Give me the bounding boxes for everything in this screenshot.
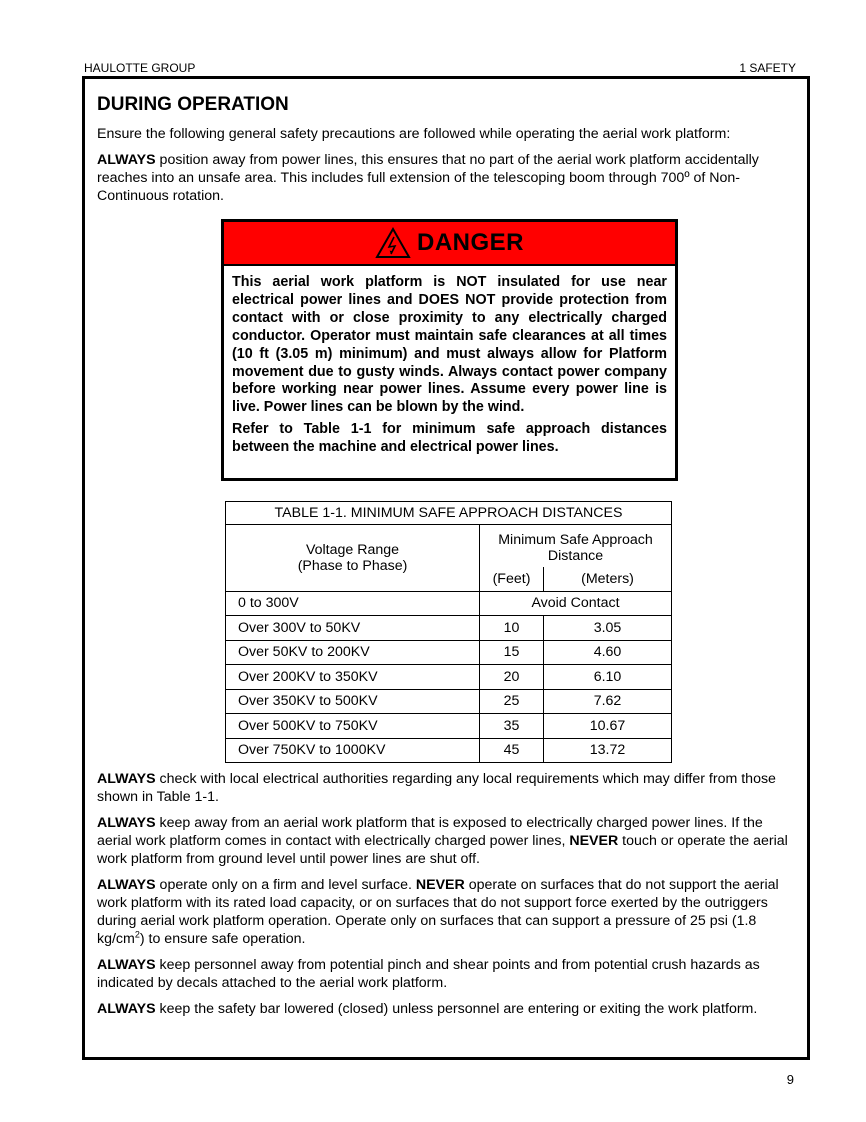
local-authorities-paragraph	[97, 770, 799, 806]
voltage-range-header	[226, 525, 480, 592]
always-keyword: ALWAYS	[97, 1001, 156, 1017]
phase-label: (Phase to Phase)	[297, 557, 408, 574]
page-title: DURING OPERATION	[97, 94, 289, 115]
danger-body	[224, 266, 675, 457]
meters-cell: 3.05	[544, 616, 672, 641]
danger-label: DANGER	[416, 229, 524, 256]
always-keyword: ALWAYS	[97, 957, 156, 973]
voltage-range-label: Voltage Range	[305, 541, 400, 558]
table-row	[226, 665, 672, 690]
paragraph-text: check with local electrical authorities regarding any local requirements which may differ from those shown in Table 1-1.	[97, 771, 776, 805]
table-header-row	[226, 525, 672, 568]
pinch-points-paragraph	[97, 956, 799, 992]
paragraph-text: keep away from an aerial work platform that is exposed to electrically charged power lines. If the aerial work platform comes in contact with electrically charged power lines,	[97, 815, 763, 849]
voltage-range-cell: 0 to 300V	[226, 591, 480, 616]
intro-paragraph: Ensure the following general safety precautions are followed while operating the aerial work platform:	[97, 126, 731, 142]
feet-cell: 20	[480, 665, 544, 690]
table-row	[226, 616, 672, 641]
voltage-range-cell: Over 50KV to 200KV	[226, 640, 480, 665]
header-section: 1 SAFETY	[739, 61, 796, 75]
always-keyword: ALWAYS	[97, 815, 156, 831]
page-number: 9	[786, 1072, 794, 1087]
feet-header: (Feet)	[480, 567, 544, 591]
danger-header	[224, 222, 675, 266]
feet-cell: 10	[480, 616, 544, 641]
never-keyword: NEVER	[415, 877, 465, 893]
paragraph-text: keep personnel away from potential pinch and shear points and from potential crush hazards as indicated by decals attached to the aerial work platform.	[97, 957, 760, 991]
feet-cell: 45	[480, 738, 544, 763]
safety-bar-paragraph	[97, 1000, 799, 1018]
paragraph-text: operate only on a firm and level surface.	[155, 877, 416, 893]
always-keyword: ALWAYS	[97, 771, 156, 787]
meters-header: (Meters)	[544, 567, 672, 591]
feet-cell: 25	[480, 689, 544, 714]
voltage-range-cell: Over 200KV to 350KV	[226, 665, 480, 690]
paragraph-text: position away from power lines, this ensures that no part of the aerial work platform accidentally reaches into an unsafe area. This includes full extension of the telescoping boom through 700º of Non-Continuous rotation.	[97, 152, 759, 204]
voltage-range-cell: Over 750KV to 1000KV	[226, 738, 480, 763]
paragraph-text: ) to ensure safe operation.	[139, 931, 306, 947]
table-row	[226, 738, 672, 763]
paragraph-text: operate on surfaces that do not support the aerial work platform with its rated load capacity, or on surfaces that do not support force exerted by the outriggers during aerial work platform operation. Operate only on surfaces that can support a pressure of 25 psi (1.8 kg/cm	[97, 877, 779, 947]
firm-surface-paragraph	[97, 876, 799, 948]
table-row	[226, 591, 672, 616]
voltage-range-cell: Over 300V to 50KV	[226, 616, 480, 641]
feet-cell: 15	[480, 640, 544, 665]
feet-cell: 35	[480, 714, 544, 739]
always-keyword: ALWAYS	[97, 877, 156, 893]
meters-cell: 13.72	[544, 738, 672, 763]
electrical-hazard-icon	[375, 227, 411, 259]
header-company: HAULOTTE GROUP	[84, 61, 196, 75]
superscript: 2	[134, 929, 140, 940]
meters-cell: 4.60	[544, 640, 672, 665]
voltage-range-cell: Over 500KV to 750KV	[226, 714, 480, 739]
content-column	[97, 79, 799, 205]
page-frame	[82, 76, 810, 1060]
meters-cell: 6.10	[544, 665, 672, 690]
lower-content	[97, 770, 799, 1018]
distance-cell: Avoid Contact	[480, 591, 672, 616]
table-caption-row	[226, 502, 672, 525]
danger-box	[221, 219, 678, 481]
table-caption: TABLE 1-1. MINIMUM SAFE APPROACH DISTANCES	[226, 502, 672, 525]
safe-approach-table	[225, 501, 672, 763]
table-row	[226, 689, 672, 714]
table-row	[226, 640, 672, 665]
never-keyword: NEVER	[569, 833, 619, 849]
meters-cell: 10.67	[544, 714, 672, 739]
danger-warning-text: This aerial work platform is NOT insulated for use near electrical power lines and DOES NOT provide protection from contact with or close proximity to any electrically charged conductor. Operator must maintain safe clearances at all times (10 ft (3.05 m) minimum) and must always allow for Platform movement due to gusty winds. Always contact power company before working near power lines. Assume every power line is live. Power lines can be blown by the wind.	[232, 274, 667, 416]
danger-refer-text: Refer to Table 1-1 for minimum safe approach distances between the machine and electrical power lines.	[232, 421, 667, 456]
table-row	[226, 714, 672, 739]
meters-cell: 7.62	[544, 689, 672, 714]
power-lines-paragraph	[97, 151, 799, 205]
distance-header: Minimum Safe Approach Distance	[480, 525, 672, 568]
charged-lines-paragraph	[97, 814, 799, 868]
always-keyword: ALWAYS	[97, 152, 156, 168]
paragraph-text: touch or operate the aerial work platform from ground level until power lines are shut off.	[97, 833, 788, 867]
voltage-range-cell: Over 350KV to 500KV	[226, 689, 480, 714]
paragraph-text: keep the safety bar lowered (closed) unless personnel are entering or exiting the work platform.	[155, 1001, 758, 1017]
